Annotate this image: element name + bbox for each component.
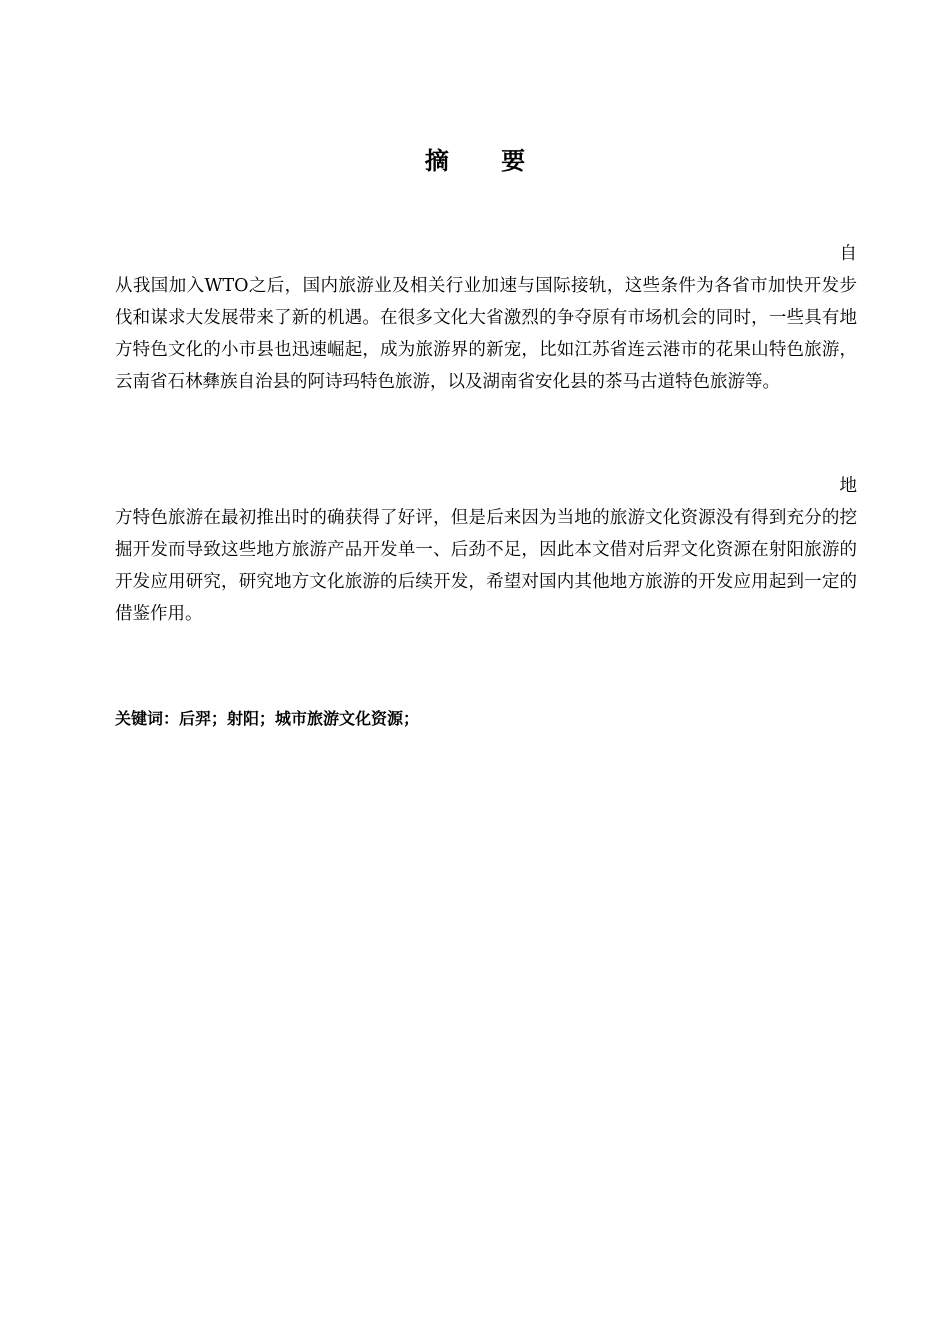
paragraph-2-first-char: 地 — [839, 476, 857, 496]
abstract-title: 摘 要 — [424, 147, 548, 175]
paragraph-1-first-char: 自 — [839, 244, 857, 264]
paragraph-2-text: 方特色旅游在最初推出时的确获得了好评，但是后来因为当地的旅游文化资源没有得到充分的挖掘开发而导致这些地方旅游产品开发单一、后劲不足，因此本文借对后羿文化资源在射阳旅游的开发应用研究，研究地方文化旅游的后续开发，希望对国内其他地方旅游的开发应用起到一定的借鉴作用。 — [115, 508, 857, 624]
paragraph-1-text: 从我国加入WTO之后，国内旅游业及相关行业加速与国际接轨，这些条件为各省市加快开发步伐和谋求大发展带来了新的机遇。在很多文化大省激烈的争夺原有市场机会的同时，一些具有地方特色文化的小市县也迅速崛起，成为旅游界的新宠，比如江苏省连云港市的花果山特色旅游，云南省石林彝族自治县的阿诗玛特色旅游，以及湖南省安化县的茶马古道特色旅游等。 — [115, 276, 857, 392]
abstract-paragraph-1 — [115, 238, 857, 398]
keywords-line: 关键词：后羿；射阳；城市旅游文化资源； — [115, 709, 420, 728]
abstract-paragraph-2 — [115, 470, 857, 630]
